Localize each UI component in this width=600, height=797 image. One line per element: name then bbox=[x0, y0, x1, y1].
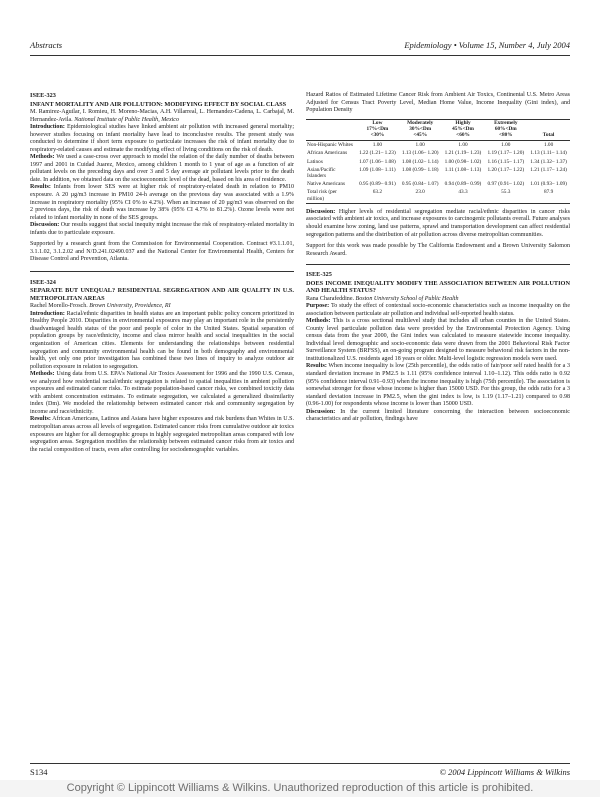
table-row bbox=[306, 149, 570, 157]
table-cell: 1.11 (1.08– 1.13) bbox=[444, 166, 482, 173]
section-label: Introduction: bbox=[30, 310, 65, 317]
row-label: Native Americans bbox=[307, 181, 346, 188]
introduction-text: Racial/ethnic disparities in health status are an important public policy concern prioritized in Healthy People 2010. Disparities in environmental exposures may play an important role in the persistently disadvantaged health status of the poor and people of color in the United States. Spatial separation of population groups by race/ethnicity, income and class mirror health and social inequalities in the social organization of American cities. Elements for understanding the relationships between residential segregation and community environmental health can be found in both demography and environmental health, yet only one prior investigation has combined these two lines of inquiry to analyze outdoor air pollution exposure in relation to segregation. bbox=[30, 310, 294, 370]
copyright-watermark: Copyright © Lippincott Williams & Wilkins. Unauthorized reproduction of this article is prohibited. bbox=[0, 780, 600, 797]
table-cell: 55.3 bbox=[501, 189, 511, 196]
purpose-text: To study the effect of contextual socio-economic characteristics such as income inequality on the association between particulate air pollution and individual self-reported health status. bbox=[306, 303, 570, 317]
methods-text: Using data from U.S. EPA's National Air Toxics Assessment for 1996 and the 1990 U.S. Census, we analyzed how residential racial/ethnic segregation is related to spatial inequalities in ambient pollution exposures and estimated cancer risks. To estimate population-based cancer risks, we combined toxicity data with ambient concentration estimates. To estimate segregation, we calculated a generalized dissimilarity index (Dm). We modeled the relationship between estimated cancer risk and community segregation by income and race/ethnicity. bbox=[30, 371, 294, 415]
header-cell bbox=[306, 119, 356, 141]
abstract-isee-324-continued bbox=[306, 92, 570, 258]
section-label: Abstracts bbox=[30, 40, 63, 50]
table-row bbox=[306, 141, 570, 150]
section-label: Discussion: bbox=[30, 222, 60, 229]
publisher-copyright: © 2004 Lippincott Williams & Wilkins bbox=[439, 767, 570, 777]
section-label: Results: bbox=[30, 416, 51, 423]
methods-paragraph bbox=[30, 154, 294, 184]
abstract-divider bbox=[306, 264, 570, 265]
hazard-ratio-table bbox=[306, 119, 570, 204]
table-cell: 1.00 bbox=[543, 142, 554, 149]
author-list: M. Ramirez-Aguilar, I. Romieu, H. Moreno-Macias, A.H. Villarreal, L. Hernandez-Cadena, L. Carbajal, M. Hernandez-Avila. bbox=[30, 108, 294, 123]
discussion-paragraph bbox=[306, 409, 570, 424]
methods-text: We used a case-cross over approach to model the relation of the daily number of deaths between 1997 and 2001 in Cuidad Juarez, Mexico, among children 1 month to 1 year of age as a function of air pollutant levels on the preceding days and over 3 and 5 day average air pollutant levels prior to the death date. In addition, we obtained data on the socioeconomic level of the dead, based on his area of residence. bbox=[30, 154, 295, 183]
results-text: Infants from lower SES were at higher risk of respiratory-related death in relation to PM10 exposure. A 20 µg/m3 increase in PM10 24-h average on the previous day was associated with a 1.9% increase in respiratory mortality (95% CI 0% to 4.2%). When an increase of 20 µg/m3 was observed on the 2 previous days, the risk of death was increase by 38% (95% CI 4.7% to 81.2%). Ozone levels were not related to infant mortality in none of the SES groups. bbox=[30, 184, 295, 221]
table-cell: 0.95 (0.89– 0.91) bbox=[359, 181, 396, 188]
results-text: African Americans, Latinos and Asians have higher exposures and risk burdens than Whites in U.S. metropolitan areas across all levels of segregation. Estimated cancer risks from cumulative outdoor air toxics exposures are higher for all demographic groups in highly segregated metropolitan areas compared with low segregation areas. Segregation modifies the relationship between estimated cancer risks from air toxics and the racial composition of tracts, even after controlling for sociodemographic variables. bbox=[30, 416, 295, 453]
results-paragraph bbox=[306, 363, 570, 408]
section-label: Methods: bbox=[306, 318, 331, 325]
purpose-paragraph bbox=[306, 303, 570, 318]
header-row bbox=[306, 119, 570, 141]
introduction-text: Epidemiological studies have linked ambient air pollution with increased general mortality; however studies focusing on infant mortality have lead to inconclusive results. The present study was conducted to determine if short term exposure to particulate increases the risk of infant mortality due to respiratory-related causes and estimate the modifying effect of living conditions on the risk of death. bbox=[30, 124, 294, 153]
header-rule bbox=[30, 55, 570, 56]
abstract-authors bbox=[30, 303, 294, 311]
table-body bbox=[306, 141, 570, 204]
abstract-title: SEPARATE BUT UNEQUAL? RESIDENTIAL SEGREGATION AND AIR QUALITY IN U.S. METROPOLITAN AREAS bbox=[30, 287, 294, 302]
table-cell: 1.21 (1.19– 1.23) bbox=[444, 150, 482, 157]
header-cell: Extremely 60%<Dm <80% bbox=[494, 119, 518, 139]
table-cell: 1.00 bbox=[415, 142, 425, 149]
abstract-number: ISEE-323 bbox=[30, 92, 56, 99]
table-cell: 1.01 (0.93– 1.09) bbox=[530, 181, 567, 188]
discussion-text: Our results suggest that social inequity might increase the risk of respiratory-related mortality in infants due to particulate exposure. bbox=[30, 222, 294, 236]
methods-paragraph bbox=[30, 371, 294, 416]
table-cell: 63.2 bbox=[372, 189, 383, 196]
table-row bbox=[306, 158, 570, 166]
table-cell: 43.3 bbox=[458, 189, 468, 196]
table-cell: 0.95 (0.84– 1.07) bbox=[401, 181, 439, 188]
results-paragraph bbox=[30, 184, 294, 222]
table-cell: 1.19 (1.17– 1.20) bbox=[487, 150, 525, 157]
affiliation: Brown University, Providence, RI bbox=[89, 303, 171, 310]
results-paragraph bbox=[30, 416, 294, 454]
table-cell: 1.00 bbox=[458, 142, 468, 149]
table-cell: 1.08 (1.02– 1.14) bbox=[401, 158, 439, 165]
introduction-paragraph bbox=[30, 124, 294, 154]
table-cell: 1.00 bbox=[501, 142, 511, 149]
header-cell: Low 17%<Dm <30% bbox=[366, 119, 389, 139]
table-cell: 1.00 bbox=[372, 142, 383, 149]
table-cell: 1.20 (1.17– 1.22) bbox=[487, 166, 525, 173]
table-caption: Hazard Ratios of Estimated Lifetime Cancer Risk from Ambient Air Toxics, Continental U.S. Metro Areas Adjusted for Census Tract Poverty Level, Median Home Value, Income Inequality (Gini index), and Population Density bbox=[306, 92, 570, 114]
journal-citation: Epidemiology • Volume 15, Number 4, July 2004 bbox=[404, 40, 570, 50]
running-header bbox=[30, 40, 570, 52]
discussion-paragraph bbox=[30, 222, 294, 237]
abstract-number: ISEE-324 bbox=[30, 278, 56, 286]
section-label: Results: bbox=[30, 184, 51, 191]
table-cell: 1.13 (1.06– 1.20) bbox=[401, 150, 439, 157]
row-label: Asian/Pacific Islanders bbox=[307, 166, 336, 180]
table-cell: 1.34 (1.32– 1.37) bbox=[530, 158, 567, 165]
discussion-paragraph bbox=[306, 209, 570, 239]
discussion-text: Higher levels of residential segregation mediate racial/ethnic disparities in cancer risks associated with ambient air toxics, and increase exposures to carcinogenic pollutants overall. Future analyses should examine how zoning, land use patterns, sprawl and transportation development can affect residential segregation patterns and the distribution of air pollution across diverse metropolitan communities. bbox=[306, 208, 570, 238]
table-cell: 1.08 (0.99– 1.18) bbox=[401, 166, 439, 173]
section-label: Discussion: bbox=[306, 408, 336, 415]
methods-paragraph bbox=[306, 318, 570, 363]
funding-note: Supported by a research grant from the Commission for Environmental Cooperation. Contract #3.1.1.01, 3.1.1.02, 3.1.2.02 and N/D.241.02490.037 and the National Center for Environmental Health, Centers for Disease Control and Prevention, Atlanta. bbox=[30, 241, 294, 263]
section-label: Discussion: bbox=[306, 208, 336, 215]
methods-text: This is a cross sectional multilevel study that includes all urban counties in the United States. County level particulate pollution data were provided by the Environmental Protection Agency. Using census data from the year 2000, the Gini index was calculated to measure statewide income inequality. Individual level demographic and socio-economic data were drawn from the 2001 Behavioral Risk Factor Surveillance System (BRFSS), an on-going program designed to measure behavioral risk factors in the non-institutionalized U.S. residents aged 18 years or older. Multi-level logistic regression models were used. bbox=[306, 318, 570, 362]
table-cell: 1.16 (1.15– 1.17) bbox=[487, 158, 525, 165]
table-cell: 1.13 (1.11– 1.14) bbox=[530, 150, 567, 157]
abstract-authors bbox=[30, 109, 294, 124]
abstract-isee-323 bbox=[30, 92, 294, 264]
section-label: Introduction: bbox=[30, 124, 65, 131]
section-label: Methods: bbox=[30, 371, 55, 378]
abstract-number: ISEE-325 bbox=[306, 271, 332, 279]
author-list: Rachel Morello-Frosch. bbox=[30, 303, 88, 310]
table-row bbox=[306, 188, 570, 203]
table-cell: 0.94 (0.89– 0.99) bbox=[444, 181, 482, 188]
table-row bbox=[306, 180, 570, 188]
table-cell: 87.9 bbox=[543, 189, 554, 196]
row-label: Latinos bbox=[307, 158, 323, 165]
abstract-isee-324 bbox=[30, 279, 294, 454]
funding-note: Support for this work was made possible by The California Endowment and a Brown University Salomon Research Award. bbox=[306, 243, 570, 257]
row-label: Non-Hispanic Whites bbox=[307, 142, 353, 149]
introduction-paragraph bbox=[30, 311, 294, 371]
section-label: Results: bbox=[306, 363, 327, 370]
header-cell: Highly 45%<Dm <60% bbox=[452, 119, 474, 139]
row-label: African Americans bbox=[307, 150, 348, 157]
table-cell: 0.97 (0.91– 1.02) bbox=[487, 181, 525, 188]
table-header bbox=[306, 119, 570, 141]
page-number: S134 bbox=[30, 767, 48, 777]
table-cell: 1.22 (1.21– 1.23) bbox=[359, 150, 396, 157]
left-column bbox=[30, 92, 294, 454]
section-label: Purpose: bbox=[306, 303, 330, 310]
footer-rule bbox=[30, 763, 570, 764]
table-cell: 1.09 (1.08– 1.11) bbox=[359, 166, 396, 173]
author-list: Rana Charafeddine. bbox=[306, 295, 355, 302]
table-cell: 1.21 (1.17– 1.24) bbox=[530, 166, 567, 173]
abstract-divider bbox=[30, 271, 294, 272]
abstract-title: DOES INCOME INEQUALITY MODIFY THE ASSOCIATION BETWEEN AIR POLLUTION AND HEALTH STATUS? bbox=[306, 279, 570, 295]
abstract-isee-325 bbox=[306, 271, 570, 424]
right-column bbox=[306, 92, 570, 424]
table-row bbox=[306, 166, 570, 180]
section-label: Methods: bbox=[30, 154, 55, 161]
discussion-text: In the current limited literature concerning the interaction between socioeconomic characteristics and air pollution, findings have bbox=[306, 408, 570, 423]
table-cell: 1.00 (0.98– 1.02) bbox=[444, 158, 482, 165]
affiliation: National Institute of Public Health, Mexico bbox=[74, 116, 180, 123]
abstract-title: INFANT MORTALITY AND AIR POLLUTION: MODIFYING EFFECT BY SOCIAL CLASS bbox=[30, 100, 287, 108]
row-label: Total risk (per million) bbox=[307, 189, 337, 202]
table-cell: 23.0 bbox=[415, 189, 425, 196]
header-cell: Total bbox=[542, 132, 555, 139]
results-text: When income inequality is low (25th percentile), the odds ratio of fair/poor self rated health for a 3 standard deviation increase in PM2.5 is 1.11 (95% confidence interval 1.10–1.12). This odds ratio is 0.92 (95% confidence interval 0.91–0.93) when the income inequality is high (75th percentile). The association is somewhat stronger for those whose income is higher than 15000 USD. For this group, the odds ratio for a 3 standard deviation increase in PM2.5, when the gini index is low, is 1.19 (1.17–1.21) compared to 0.98 (0.96-1.00) for respondents whose income is lower than 15000 USD. bbox=[306, 363, 570, 408]
affiliation: Boston University School of Public Health bbox=[355, 295, 459, 302]
table-cell: 1.07 (1.06– 1.08) bbox=[359, 158, 396, 165]
abstract-authors bbox=[306, 296, 570, 304]
header-cell: Moderately 30%<Dm <45% bbox=[407, 119, 434, 139]
